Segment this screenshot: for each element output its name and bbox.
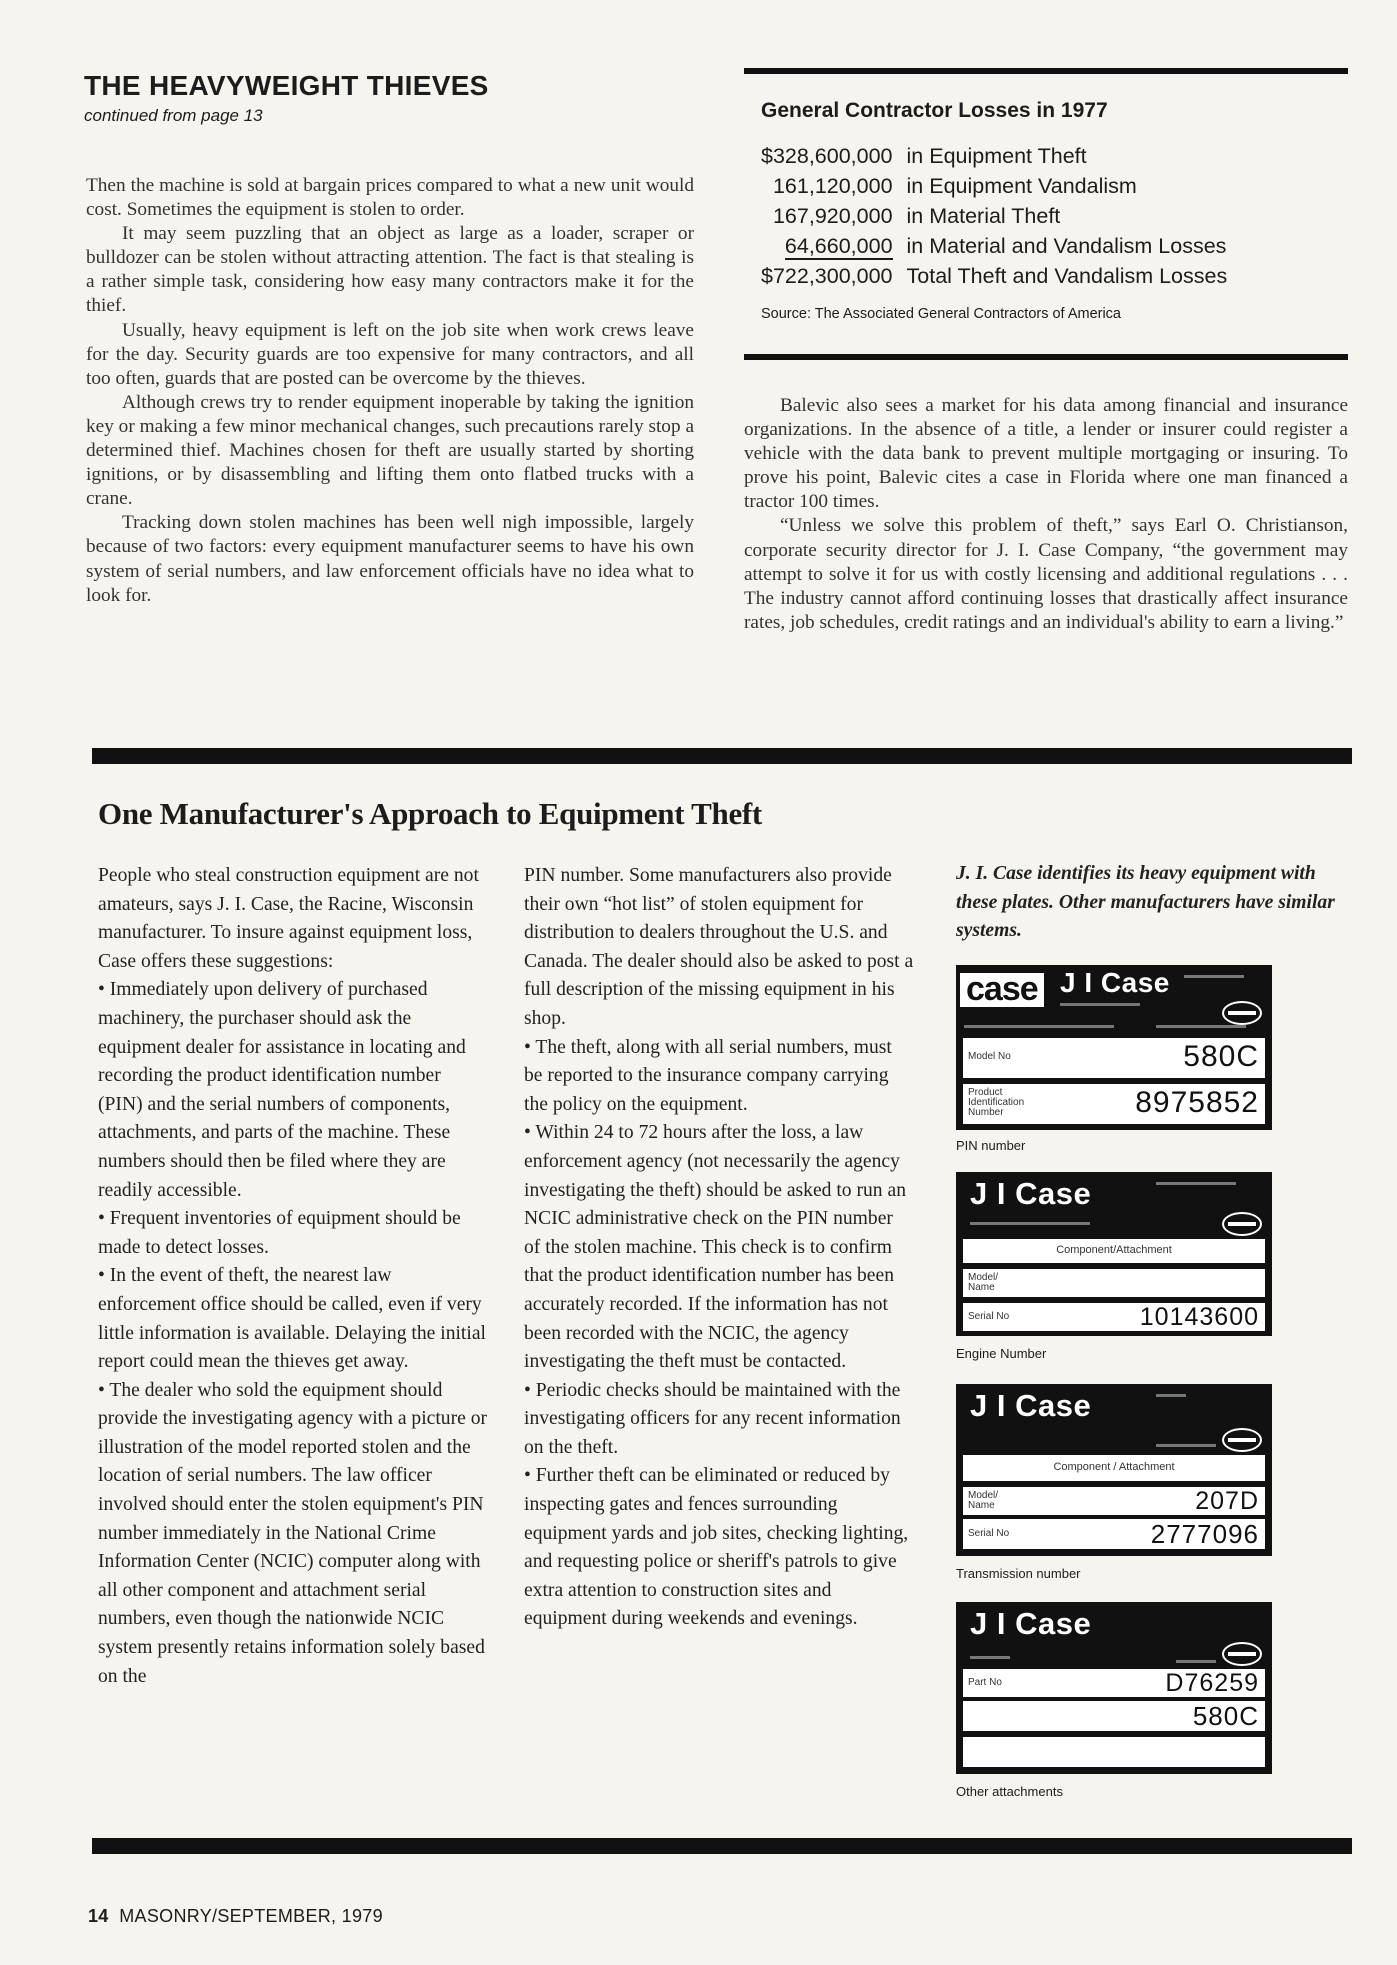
page-number: 14 — [88, 1906, 109, 1926]
model-field — [962, 1700, 1266, 1732]
bottom-divider — [92, 1838, 1352, 1854]
section-column-2 — [524, 862, 914, 1634]
plate-caption: PIN number — [956, 1138, 1026, 1153]
serial-value: 10143600 — [1139, 1303, 1259, 1331]
fine-print — [1184, 975, 1244, 978]
fine-print — [964, 1025, 1114, 1028]
amount: 64,660,000 — [784, 234, 893, 258]
field-label: Serial No — [968, 1528, 1010, 1539]
field-label: Component/Attachment — [1056, 1244, 1172, 1256]
bullet-item: • Periodic checks should be maintained with the investigating officers for any recent information on the theft. — [524, 1379, 901, 1458]
fine-print — [1156, 1394, 1186, 1397]
model-field — [962, 1268, 1266, 1298]
paragraph: Usually, heavy equipment is left on the job site when work crews leave for the day. Security guards are too expensive for many contractors, and all too often, guards that are posted can be overcome by the thieves. — [86, 319, 694, 389]
section-divider — [92, 748, 1352, 764]
fine-print — [970, 1656, 1010, 1659]
model-value: 580C — [1183, 1040, 1259, 1073]
fine-print — [1156, 1444, 1216, 1447]
bullet-item: • Frequent inventories of equipment should be made to detect losses. — [98, 1208, 461, 1258]
plate-brand: J I Case — [970, 1176, 1092, 1211]
amount: $722,300,000 — [761, 264, 893, 288]
component-field — [962, 1454, 1266, 1482]
publication-info: MASONRY/SEPTEMBER, 1979 — [119, 1906, 383, 1926]
paragraph: PIN number. Some manufacturers also provide their own “hot list” of stolen equipment for distribution to dealers throughout the U.S. and Canada. The dealer should also be asked to post a full description of the missing equipment in his shop. — [524, 865, 914, 1029]
row-label: in Material and Vandalism Losses — [906, 234, 1227, 258]
plate-caption: Engine Number — [956, 1346, 1047, 1361]
article-title: THE HEAVYWEIGHT THIEVES — [84, 70, 489, 101]
attachment-plate — [956, 1602, 1272, 1774]
field-label: Model/ Name — [968, 1490, 999, 1511]
losses-table — [761, 144, 1227, 294]
part-field — [962, 1668, 1266, 1698]
page-footer — [88, 1906, 383, 1927]
pin-plate — [956, 965, 1272, 1130]
losses-table-title: General Contractor Losses in 1977 — [761, 99, 1108, 122]
model-field — [962, 1486, 1266, 1516]
pin-field — [962, 1083, 1266, 1125]
serial-value: 2777096 — [1150, 1519, 1259, 1549]
fine-print — [970, 1222, 1090, 1225]
paragraph: “Unless we solve this problem of theft,” says Earl O. Christianson, corporate security director for J. I. Case Company, “the government may attempt to solve it for us with costly licensing and additional regulations . . . The industry cannot afford continuing losses that drastically affect insurance rates, job schedules, credit ratings and an individual's ability to earn a living.” — [744, 515, 1348, 633]
component-field — [962, 1238, 1266, 1264]
row-label: in Equipment Theft — [906, 144, 1087, 168]
serial-field — [962, 1518, 1266, 1550]
table-row — [761, 234, 1227, 264]
plate-brand: J I Case — [1060, 967, 1170, 998]
paragraph: Tracking down stolen machines has been well nigh impossible, largely because of two factors: every equipment manufacturer seems to have his own system of serial numbers, and law enforcement officials have no idea what to look for. — [86, 512, 694, 606]
plate-brand: J I Case — [970, 1606, 1092, 1641]
plate-caption: Transmission number — [956, 1566, 1081, 1581]
field-label: Component / Attachment — [1053, 1461, 1175, 1473]
left-column — [86, 174, 694, 608]
bullet-item: • The theft, along with all serial numbers, must be reported to the insurance company carrying the policy on the equipment. — [524, 1036, 892, 1115]
field-label: Product Identification Number — [968, 1087, 1025, 1118]
bullet-item: • Further theft can be eliminated or reduced by inspecting gates and fences surrounding equipment yards and job sites, checking lighting, and requesting police or sheriff's patrols to give extra attention to construction sites and equipment during weekends and evenings. — [524, 1465, 909, 1630]
bullet-item: • Immediately upon delivery of purchased machinery, the purchaser should ask the equipment dealer for assistance in locating and recording the product identification number (PIN) and the serial numbers of components, attachments, and parts of the machine. These numbers should then be filed where they are readily accessible. — [98, 979, 466, 1201]
row-label: Total Theft and Vandalism Losses — [906, 264, 1228, 288]
transmission-plate — [956, 1384, 1272, 1556]
plate-brand: J I Case — [970, 1388, 1092, 1423]
paragraph: It may seem puzzling that an object as large as a loader, scraper or bulldozer can be stolen without attracting attention. The fact is that stealing is a rather simple task, considering how easy many contractors make it for the thief. — [86, 223, 694, 317]
amount: $328,600,000 — [761, 144, 893, 168]
engine-plate — [956, 1172, 1272, 1336]
amount: 167,920,000 — [772, 204, 893, 228]
paragraph: Although crews try to render equipment inoperable by taking the ignition key or making a few minor mechanical changes, such precautions rarely stop a determined thief. Machines chosen for theft are usually started by shorting ignitions, or by disassembling and lifting them onto flatbed trucks with a crane. — [86, 391, 694, 510]
tenneco-logo-icon — [1222, 1001, 1262, 1025]
continued-note: continued from page 13 — [84, 106, 263, 125]
tenneco-logo-icon — [1222, 1428, 1262, 1452]
table-row — [761, 264, 1227, 294]
serial-field — [962, 1302, 1266, 1332]
row-label: in Material Theft — [906, 204, 1061, 228]
model-value: 580C — [1192, 1701, 1259, 1731]
paragraph: Balevic also sees a market for his data among financial and insurance organizations. In the absence of a title, a lender or insurer could register a vehicle with the data bank to prevent multiple mortgaging or insuring. To prove his point, Balevic cites a case in Florida where one man financed a tractor 100 times. — [744, 395, 1348, 513]
table-source: Source: The Associated General Contractors of America — [761, 306, 1121, 322]
tenneco-logo-icon — [1222, 1642, 1262, 1666]
pin-value: 8975852 — [1135, 1086, 1259, 1119]
part-value: D76259 — [1165, 1669, 1259, 1697]
table-row — [761, 204, 1227, 234]
model-value: 207D — [1195, 1487, 1259, 1515]
bullet-item: • The dealer who sold the equipment should provide the investigating agency with a picture or illustration of the model reported stolen and the location of serial numbers. The law officer involved should enter the stolen equipment's PIN number immediately in the National Crime Information Center (NCIC) computer along with all other component and attachment serial numbers, even though the nationwide NCIC system presently retains information solely based on the — [98, 1379, 488, 1687]
field-label: Model No — [968, 1051, 1011, 1062]
field-label: Part No — [968, 1677, 1002, 1688]
paragraph: Then the machine is sold at bargain prices compared to what a new unit would cost. Sometimes the equipment is stolen to order. — [86, 175, 694, 221]
fine-print — [1176, 1660, 1216, 1663]
fine-print — [1060, 1003, 1140, 1006]
amount: 161,120,000 — [772, 174, 893, 198]
paragraph: People who steal construction equipment are not amateurs, says J. I. Case, the Racine, Wisconsin manufacturer. To insure against equipment loss, Case offers these suggestions: — [98, 865, 479, 972]
model-field — [962, 1037, 1266, 1079]
row-label: in Equipment Vandalism — [906, 174, 1137, 198]
right-column — [744, 394, 1348, 635]
plate-caption: Other attachments — [956, 1784, 1063, 1799]
plates-caption: J. I. Case identifies its heavy equipment with these plates. Other manufacturers have similar systems. — [956, 863, 1335, 942]
bullet-item: • Within 24 to 72 hours after the loss, a law enforcement agency (not necessarily the agency investigating the theft) should be asked to run an NCIC administrative check on the PIN number of the stolen machine. This check is to confirm that the product identification number has been accurately recorded. If the information has not been recorded with the NCIC, the agency investigating the theft must be contacted. — [524, 1122, 906, 1373]
bullet-item: • In the event of theft, the nearest law enforcement office should be called, even if very little information is available. Delaying the initial report could mean the thieves get away. — [98, 1265, 486, 1373]
table-row — [761, 174, 1227, 204]
table-bottom-rule — [744, 354, 1348, 360]
fine-print — [1156, 1025, 1246, 1028]
field-label: Serial No — [968, 1311, 1010, 1322]
fine-print — [1156, 1182, 1236, 1185]
table-row — [761, 144, 1227, 174]
field-label: Model/ Name — [968, 1272, 999, 1293]
tenneco-logo-icon — [1222, 1212, 1262, 1236]
section-column-1 — [98, 862, 490, 1691]
table-top-rule — [744, 68, 1348, 74]
blank-field — [962, 1736, 1266, 1768]
case-logo: case — [960, 973, 1044, 1007]
section-title: One Manufacturer's Approach to Equipment Theft — [98, 796, 762, 831]
